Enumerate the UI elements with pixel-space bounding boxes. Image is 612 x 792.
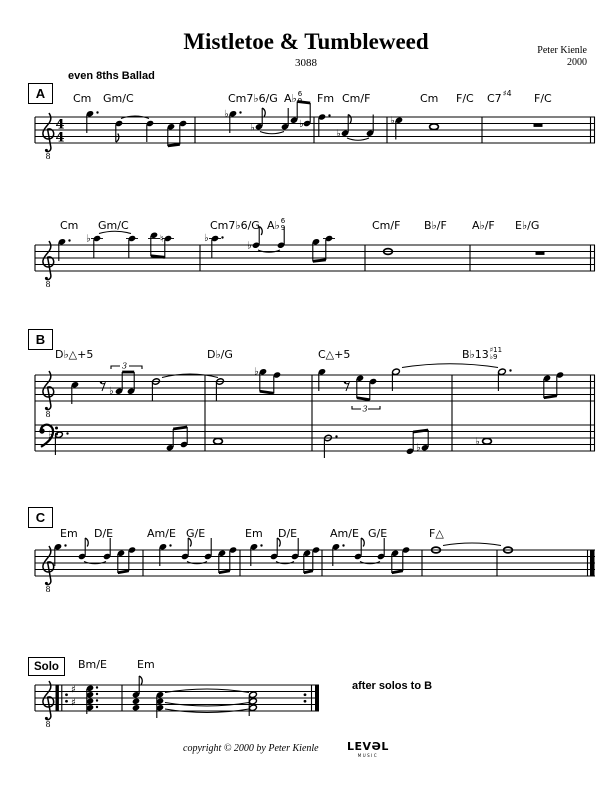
composer-credit xyxy=(537,45,587,69)
chord-symbol: D♭/G xyxy=(207,348,233,361)
chord-symbol: F/C xyxy=(534,92,552,105)
chord-symbol: C△+5 xyxy=(318,348,351,361)
chord-symbol: Cm xyxy=(60,219,79,232)
svg-text:♮: ♮ xyxy=(160,234,164,245)
svg-text:3: 3 xyxy=(122,361,128,371)
rehearsal-letter: B xyxy=(35,332,46,347)
direction-after-solos: after solos to B xyxy=(352,680,433,692)
chord-symbol: Cm/F xyxy=(372,219,401,232)
rehearsal-letter: C xyxy=(35,510,46,525)
staff-system-c xyxy=(35,538,595,594)
staff-system-b xyxy=(35,362,595,459)
svg-text:♭: ♭ xyxy=(224,109,229,120)
chord-symbol: Cm/F xyxy=(342,92,371,105)
publisher-logo-subtext: MUSIC xyxy=(357,753,379,758)
chord-symbol: Em xyxy=(245,527,263,540)
svg-text:4: 4 xyxy=(55,117,65,133)
staff-system-solo xyxy=(35,676,319,729)
chord-symbol: Fm xyxy=(317,92,335,105)
svg-text:3: 3 xyxy=(362,404,368,414)
rehearsal-letter: A xyxy=(35,86,46,101)
svg-text:♭: ♭ xyxy=(475,436,480,448)
chord-symbol: Cm7♭6/G xyxy=(210,219,260,232)
chord-symbol: G/E xyxy=(368,527,388,540)
chord-symbol: E♭/G xyxy=(515,219,540,232)
chord-symbol: Gm/C xyxy=(103,92,134,105)
copyright-notice: copyright © 2000 by Peter Kienle xyxy=(183,743,319,754)
svg-text:♭: ♭ xyxy=(109,386,114,397)
page-title: Mistletoe & Tumbleweed xyxy=(183,29,429,54)
chord-symbol: F△ xyxy=(429,527,444,540)
svg-text:♯: ♯ xyxy=(71,697,76,709)
composer-name: Peter Kienle xyxy=(537,45,587,56)
chord-symbol: A♭ 6 9 xyxy=(267,217,286,232)
chord-symbol: Gm/C xyxy=(98,219,129,232)
composer-year: 2000 xyxy=(567,57,587,68)
chord-symbol: D/E xyxy=(278,527,298,540)
svg-text:♭: ♭ xyxy=(254,366,259,378)
chord-symbol: C7 ♯4 xyxy=(487,89,512,105)
chord-symbol: F/C xyxy=(456,92,474,105)
rehearsal-mark-c xyxy=(28,507,53,528)
chord-symbol: A♭ 6 9 xyxy=(284,90,303,105)
svg-text:♭: ♭ xyxy=(204,233,209,244)
svg-text:♭: ♭ xyxy=(299,119,304,130)
publisher-logo-text: LEVƏL xyxy=(347,740,389,753)
rehearsal-mark-b xyxy=(28,329,53,350)
chord-symbol: Am/E xyxy=(330,527,359,540)
svg-text:♭: ♭ xyxy=(250,122,255,134)
chord-symbol: B♭13 ♯11 ♭9 xyxy=(462,346,503,361)
svg-text:♭: ♭ xyxy=(416,442,421,454)
rehearsal-mark-solo xyxy=(28,657,65,676)
chord-symbol: Bm/E xyxy=(78,658,107,671)
rehearsal-letter: Solo xyxy=(34,660,59,673)
staff-system-a1 xyxy=(35,102,595,162)
svg-text:♭: ♭ xyxy=(336,128,341,140)
chord-symbol: A♭/F xyxy=(472,219,495,232)
svg-text:♭: ♭ xyxy=(390,115,395,127)
chord-symbol: Am/E xyxy=(147,527,176,540)
chord-symbol: B♭/F xyxy=(424,219,447,232)
chord-symbol: Cm7♭6/G xyxy=(228,92,278,105)
svg-text:♯: ♯ xyxy=(71,684,76,696)
svg-text:♭: ♭ xyxy=(247,240,252,252)
staff-system-a2 xyxy=(35,227,595,290)
tempo-marking: even 8ths Ballad xyxy=(68,70,155,82)
chord-symbol: Cm xyxy=(420,92,439,105)
chord-symbol: D/E xyxy=(94,527,114,540)
rehearsal-mark-a xyxy=(28,83,53,104)
chord-symbol: Em xyxy=(60,527,78,540)
svg-text:♭: ♭ xyxy=(48,429,53,441)
catalog-number: 3088 xyxy=(295,57,317,69)
chord-symbol: Em xyxy=(137,658,155,671)
chord-symbol: Cm xyxy=(73,92,92,105)
svg-text:4: 4 xyxy=(55,130,65,146)
chord-symbol: D♭△+5 xyxy=(55,348,94,361)
publisher-logo xyxy=(347,740,389,758)
svg-text:♭: ♭ xyxy=(86,233,91,245)
chord-symbol: G/E xyxy=(186,527,206,540)
music-notation: 8 44 ♭ ♭ ♭ ♭ ♭ ♭ ♮ ♭ ♭ ♭ 3 ♭ 3 ♭ ♭ ♭ ♯♯ xyxy=(0,0,612,792)
